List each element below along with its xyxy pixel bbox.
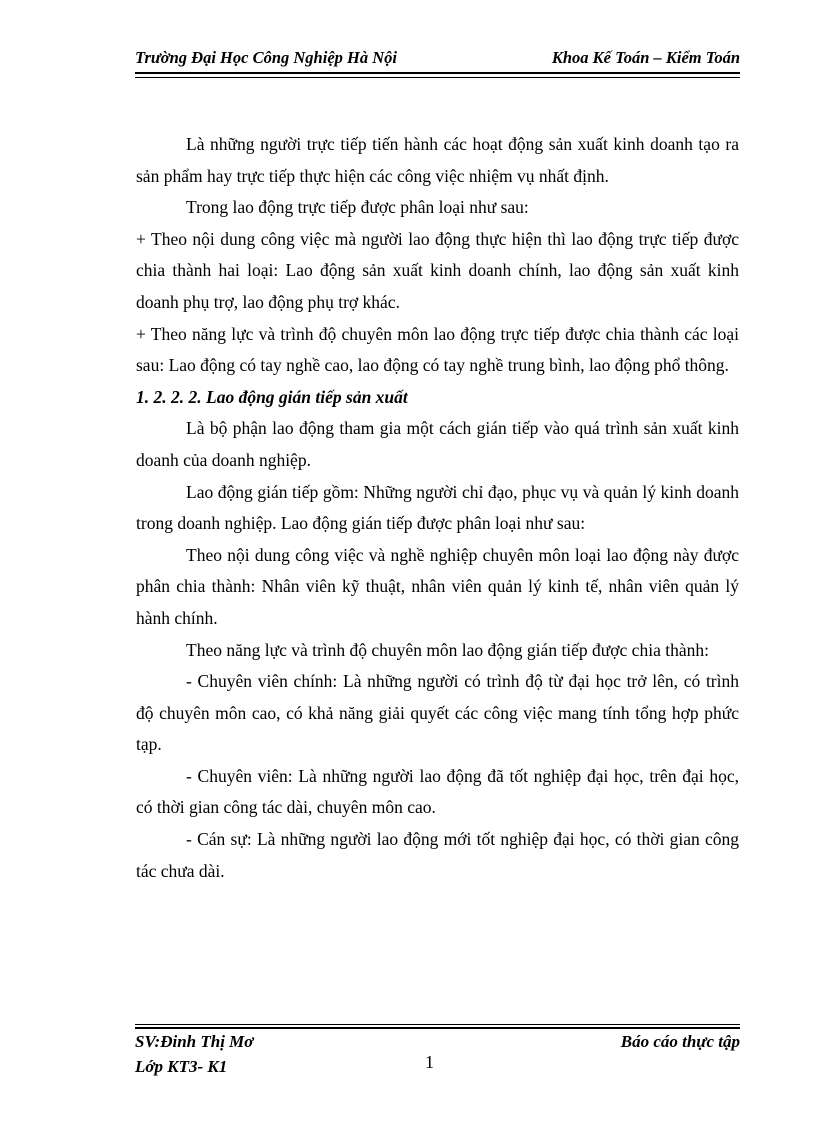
page-header — [135, 46, 740, 70]
document-body — [136, 129, 739, 887]
footer-report-title: Báo cáo thực tập — [620, 1032, 740, 1051]
footer-rule-thick — [135, 1027, 740, 1029]
footer-student-name: SV:Đinh Thị Mơ — [135, 1032, 254, 1051]
paragraph: Theo năng lực và trình độ chuyên môn lao động gián tiếp được chia thành: — [186, 639, 709, 660]
section-heading: 1. 2. 2. 2. Lao động gián tiếp sản xuất — [136, 386, 408, 407]
header-rule-thick — [135, 72, 740, 74]
header-faculty: Khoa Kế Toán – Kiểm Toán — [551, 48, 740, 67]
paragraph: + Theo nội dung công việc mà người lao động thực hiện thì lao động trực tiếp được chia thành hai loại: Lao động sản xuất kinh doanh chính, lao động sản xuất kinh doanh phụ trợ, lao động phụ trợ khác. — [136, 228, 739, 312]
list-item: - Chuyên viên: Là những người lao động đã tốt nghiệp đại học, trên đại học, có thời gian công tác dài, chuyên môn cao. — [136, 765, 739, 818]
paragraph: Trong lao động trực tiếp được phân loại như sau: — [186, 197, 529, 218]
paragraph: Lao động gián tiếp gồm: Những người chỉ đạo, phục vụ và quản lý kinh doanh trong doanh nghiệp. Lao động gián tiếp được phân loại như sau: — [136, 481, 739, 534]
paragraph: + Theo năng lực và trình độ chuyên môn lao động trực tiếp được chia thành các loại sau: Lao động có tay nghề cao, lao động có tay nghề trung bình, lao động phổ thông. — [136, 323, 739, 376]
header-university: Trường Đại Học Công Nghiệp Hà Nội — [135, 48, 397, 67]
footer-rules — [135, 1024, 740, 1029]
page-number: 1 — [425, 1052, 434, 1072]
list-item: - Chuyên viên chính: Là những người có trình độ từ đại học trở lên, có trình độ chuyên môn cao, có khả năng giải quyết các công việc mang tính tổng hợp phức tạp. — [136, 671, 739, 755]
paragraph: Là những người trực tiếp tiến hành các hoạt động sản xuất kinh doanh tạo ra sản phẩm hay trực tiếp thực hiện các công việc nhiệm vụ nhất định. — [136, 134, 739, 186]
footer-class: Lớp KT3- K1 — [135, 1057, 228, 1076]
footer-rule-thin — [135, 1024, 740, 1025]
page-footer — [135, 1032, 740, 1080]
list-item: - Cán sự: Là những người lao động mới tốt nghiệp đại học, có thời gian công tác chưa dài. — [136, 829, 739, 881]
header-rule-thin — [135, 77, 740, 78]
paragraph: Theo nội dung công việc và nghề nghiệp chuyên môn loại lao động này được phân chia thành: Nhân viên kỹ thuật, nhân viên quản lý kinh tế, nhân viên quản lý hành chính. — [136, 544, 739, 628]
paragraph: Là bộ phận lao động tham gia một cách gián tiếp vào quá trình sản xuất kinh doanh của doanh nghiệp. — [136, 418, 739, 470]
